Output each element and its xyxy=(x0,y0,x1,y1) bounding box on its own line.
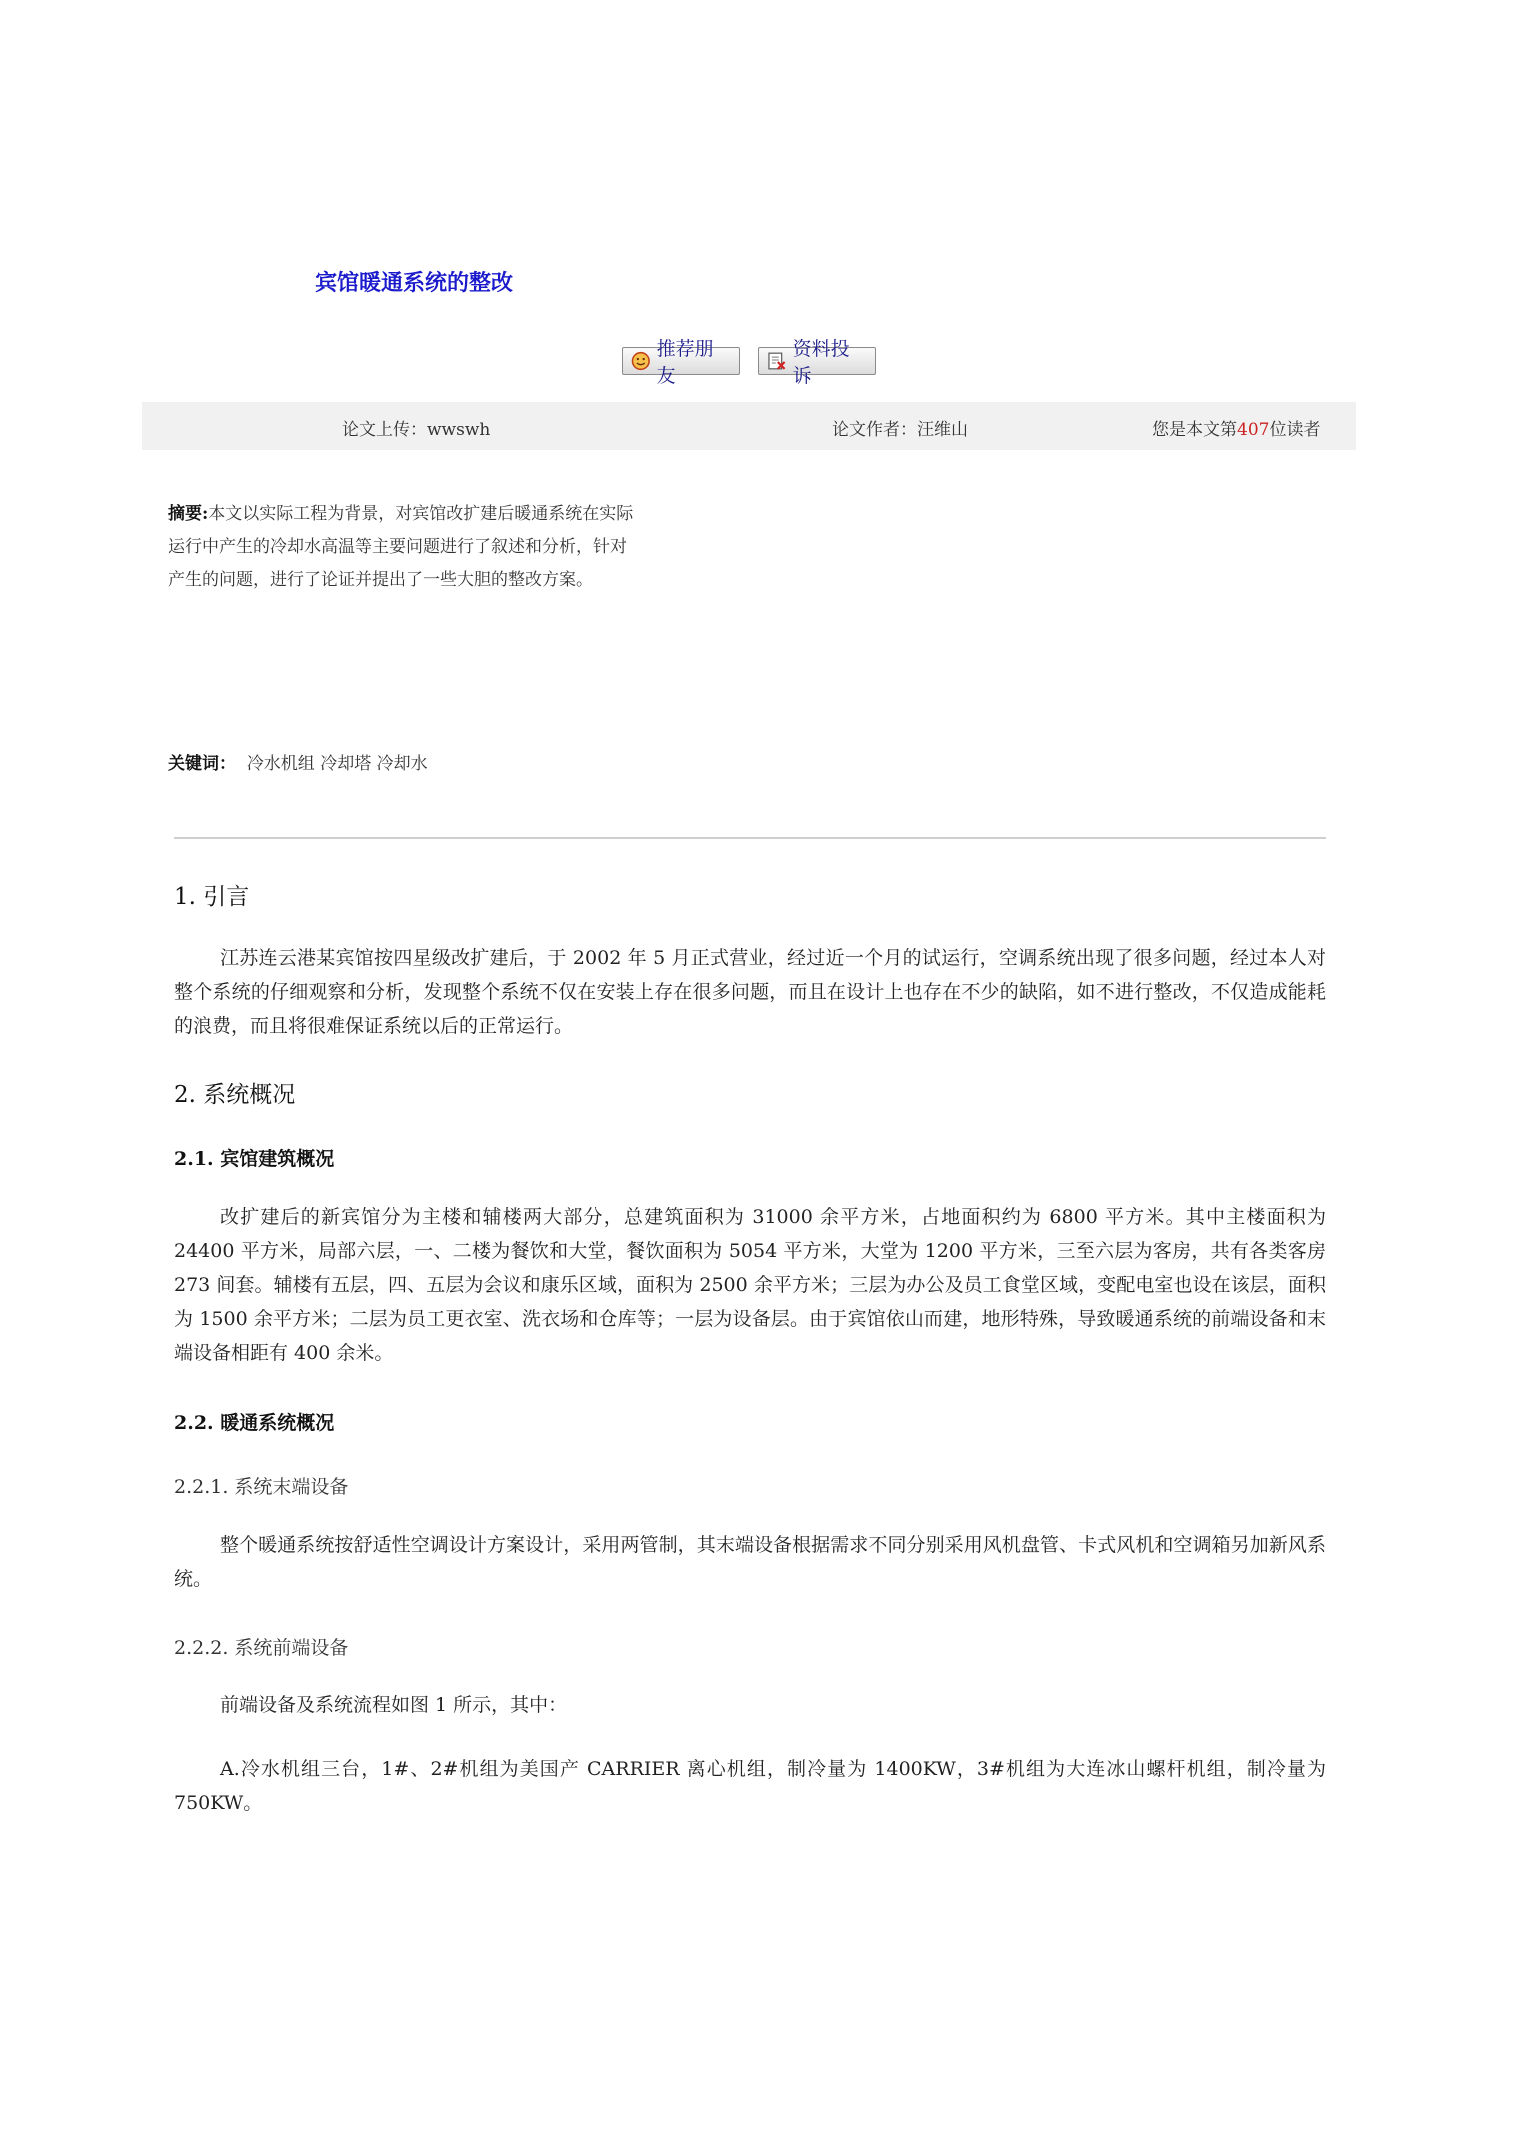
section-1-heading: 1. 引言 xyxy=(174,884,250,910)
section-2-2-1-paragraph: 整个暖通系统按舒适性空调设计方案设计，采用两管制，其末端设备根据需求不同分别采用风机盘管、卡式风机和空调箱另加新风系统。 xyxy=(174,1534,1326,1590)
reader-count-text xyxy=(1152,415,1320,440)
divider xyxy=(174,837,1326,839)
uploader-text: 论文上传：wwswh xyxy=(342,420,491,440)
author-text: 论文作者：汪维山 xyxy=(832,420,968,440)
report-material-label: 资料投诉 xyxy=(792,338,850,387)
smiley-icon xyxy=(631,351,651,371)
keywords-text: 冷水机组 冷却塔 冷却水 xyxy=(246,754,428,774)
section-2-1-paragraph: 改扩建后的新宾馆分为主楼和辅楼两大部分，总建筑面积为 31000 余平方米，占地面积约为 6800 平方米。其中主楼面积为 24400 平方米，局部六层，一、二楼为餐饮和大堂，餐饮面积为 5054 平方米，大堂为 1200 平方米，三至六层为客房，共有各类客房 273 间套。辅楼有五层，四、五层为会议和康乐区域，面积为 2500 余平方米；三层为办公及员工食堂区域，变配电室也设在该层，面积为 1500 余平方米；二层为员工更衣室、洗衣场和仓库等；一层为设备层。由于宾馆依山而建，地形特殊，导致暖通系统的前端设备和末端设备相距有 400 余米。 xyxy=(174,1206,1326,1364)
abstract-text: 本文以实际工程为背景，对宾馆改扩建后暖通系统在实际运行中产生的冷却水高温等主要问题进行了叙述和分析，针对产生的问题，进行了论证并提出了一些大胆的整改方案。 xyxy=(168,504,634,590)
abstract xyxy=(168,498,638,597)
recommend-friend-button[interactable] xyxy=(622,338,740,387)
section-2-2-heading: 2.2. 暖通系统概况 xyxy=(174,1412,335,1434)
abstract-label: 摘要: xyxy=(168,504,209,524)
report-material-button[interactable] xyxy=(758,338,876,387)
section-2-1-heading: 2.1. 宾馆建筑概况 xyxy=(174,1148,335,1170)
reader-prefix: 您是本文第 xyxy=(1152,420,1237,440)
recommend-friend-label: 推荐朋友 xyxy=(656,338,714,387)
keywords xyxy=(168,749,428,774)
article-info-bar xyxy=(142,402,1356,450)
section-2-heading: 2. 系统概况 xyxy=(174,1082,296,1108)
section-2-2-2-item-a: A.冷水机组三台，1#、2#机组为美国产 CARRIER 离心机组，制冷量为 1400KW，3#机组为大连冰山螺杆机组，制冷量为 750KW。 xyxy=(174,1758,1326,1814)
section-2-2-1-heading: 2.2.1. 系统末端设备 xyxy=(174,1476,349,1498)
section-1-paragraph: 江苏连云港某宾馆按四星级改扩建后，于 2002 年 5 月正式营业，经过近一个月的试运行，空调系统出现了很多问题，经过本人对整个系统的仔细观察和分析，发现整个系统不仅在安装上存在很多问题，而且在设计上也存在不少的缺陷，如不进行整改，不仅造成能耗的浪费，而且将很难保证系统以后的正常运行。 xyxy=(174,947,1326,1037)
reader-count: 407 xyxy=(1237,420,1270,440)
report-icon xyxy=(767,351,787,371)
section-2-2-2-heading: 2.2.2. 系统前端设备 xyxy=(174,1637,349,1659)
reader-suffix: 位读者 xyxy=(1269,420,1321,440)
section-2-2-2-intro: 前端设备及系统流程如图 1 所示，其中： xyxy=(220,1694,568,1716)
keywords-label: 关键词： xyxy=(168,754,236,774)
article-title: 宾馆暖通系统的整改 xyxy=(315,271,514,296)
